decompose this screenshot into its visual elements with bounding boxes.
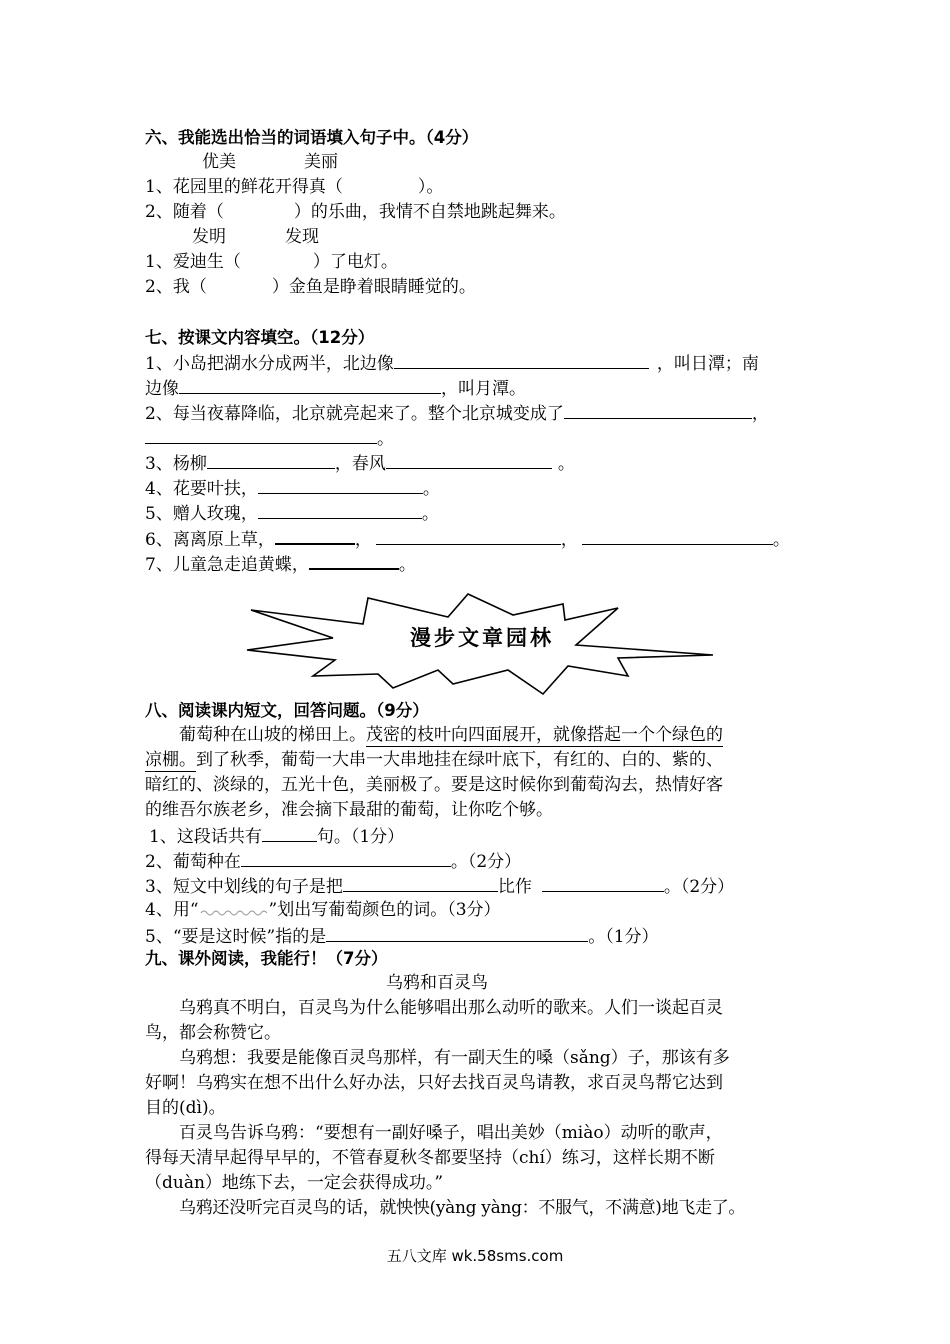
answer-blank[interactable] (564, 400, 752, 419)
question-text: 。（1分） (588, 927, 659, 947)
question-text: ）金鱼是睁着眼睛睡觉的。 (271, 277, 476, 297)
question-text: ）了电灯。 (312, 252, 398, 272)
wavy-underline-icon (199, 907, 269, 917)
question-text: 。 (421, 504, 439, 524)
answer-blank[interactable] (326, 923, 588, 942)
question-text: 5、赠人玫瑰， (145, 504, 258, 524)
question-7-6 (145, 525, 790, 553)
question-text: ，叫月潭。 (441, 379, 526, 399)
question-text: 1、爱迪生（ (145, 252, 241, 272)
answer-blank[interactable] (343, 873, 498, 892)
answer-blank[interactable] (145, 425, 377, 444)
question-text: ）的乐曲，我情不自禁地跳起舞来。 (293, 202, 566, 222)
section-6-title: 六、我能选出恰当的词语填入句子中。（4分） (145, 128, 479, 147)
answer-blank[interactable] (241, 848, 451, 867)
question-7-4 (145, 475, 440, 502)
question-text: 。 (422, 479, 440, 499)
question-7-2b (145, 425, 394, 452)
story-line: 乌鸦想：我要是能像百灵鸟那样，有一副天生的嗓（sǎng）子，那该有多 (179, 1048, 730, 1068)
answer-blank[interactable] (394, 350, 649, 369)
question-7-1b (145, 375, 526, 402)
question-text: 。（2分） (663, 877, 735, 897)
question-7-3 (145, 450, 575, 477)
question-text: ， (560, 530, 578, 550)
question-text: 3、短文中划线的句子是把 (145, 877, 343, 897)
underlined-sentence: 茂密的枝叶向四面展开，就像搭起一个个绿色的 (366, 725, 723, 745)
question-text: 3、杨柳 (145, 454, 207, 474)
question-text: 。（2分） (450, 852, 522, 872)
story-line: 鸟，都会称赞它。 (145, 1023, 281, 1043)
answer-blank[interactable] (207, 450, 335, 469)
story-line: 得每天清早起得早早的，不管春夏秋冬都要坚持（chí）练习，这样长期不断 (145, 1148, 715, 1168)
question-text: 2、每当夜幕降临，北京就亮起来了。整个北京城变成了 (145, 404, 564, 424)
story-title: 乌鸦和百灵鸟 (386, 973, 488, 993)
question-8-3 (145, 873, 734, 900)
question-text: ”划出写葡萄颜色的词。（3分） (268, 900, 501, 920)
question-6-3 (145, 250, 398, 275)
answer-blank[interactable] (258, 500, 422, 519)
section-7-title: 七、按课文内容填空。（12分） (145, 328, 375, 347)
question-text: ，春风 (334, 454, 386, 474)
question-text: ，叫日潭；南 (656, 354, 759, 374)
answer-blank[interactable] (258, 475, 423, 494)
word-option: 美丽 (304, 152, 338, 172)
story-line: 百灵鸟告诉乌鸦：“要想有一副好嗓子，唱出美妙（miào）动听的歌声， (179, 1123, 723, 1143)
answer-blank[interactable] (179, 375, 441, 394)
answer-blank[interactable] (275, 525, 355, 545)
question-7-7 (145, 550, 416, 578)
question-text: 6、离离原上草， (145, 530, 275, 550)
question-text: 。 (398, 555, 416, 575)
word-option: 发明 (192, 227, 226, 247)
story-line: 乌鸦真不明白，百灵鸟为什么能够唱出那么动听的歌来。人们一谈起百灵 (179, 998, 723, 1018)
question-text: 1、小岛把湖水分成两半，北边像 (145, 354, 394, 374)
word-choice-row-2 (145, 225, 319, 250)
passage-line: 的维吾尔族老乡，准会摘下最甜的葡萄，让你吃个够。 (145, 800, 553, 820)
banner-title: 漫步文章园林 (410, 626, 554, 650)
question-8-4 (145, 898, 501, 923)
story-line: 好啊！乌鸦实在想不出什么好办法，只好去找百灵鸟请教，求百灵鸟帮它达到 (145, 1073, 723, 1093)
question-8-2 (145, 848, 521, 875)
question-text: 1、这段话共有 (149, 827, 262, 847)
word-option: 优美 (202, 152, 236, 172)
footer-watermark: 五八文库 wk.58sms.com (386, 1247, 564, 1265)
question-7-2a (145, 400, 769, 427)
underlined-sentence: 凉棚。 (145, 750, 196, 770)
question-text: 边像 (145, 379, 179, 399)
question-6-2 (145, 200, 566, 225)
question-text: ， (751, 404, 769, 424)
question-7-1a (145, 350, 759, 377)
section-8-title: 八、阅读课内短文，回答问题。（9分） (145, 701, 429, 720)
passage-line: 暗红的、淡绿的，五光十色，美丽极了。要是这时候你到葡萄沟去，热情好客 (145, 775, 723, 795)
question-6-4 (145, 275, 476, 300)
question-text: 7、儿童急走追黄蝶， (145, 555, 309, 575)
question-text: 。 (377, 429, 394, 449)
answer-blank[interactable] (376, 526, 561, 545)
question-text: ）。 (417, 177, 444, 197)
question-text: 比作 (497, 877, 532, 897)
section-9-title: 九、课外阅读，我能行！（7分） (145, 949, 388, 968)
passage-line (145, 748, 723, 773)
question-text: 4、花要叶扶， (145, 479, 258, 499)
answer-blank[interactable] (309, 550, 399, 570)
passage-text: 到了秋季，葡萄一大串一大串地挂在绿叶底下，有红的、白的、紫的、 (196, 750, 723, 770)
question-text: 2、葡萄种在 (145, 852, 241, 872)
story-line: 乌鸦还没听完百灵鸟的话，就怏怏(yàng yàng：不服气，不满意)地飞走了。 (179, 1198, 746, 1218)
answer-blank[interactable] (262, 823, 317, 842)
question-text: 1、花园里的鲜花开得真（ (145, 177, 343, 197)
answer-blank[interactable] (582, 526, 773, 545)
story-line: （duàn）地练下去，一定会获得成功。” (145, 1173, 444, 1193)
word-option: 发现 (285, 227, 319, 247)
question-text: 句。（1分） (316, 827, 405, 847)
question-text: 。 (772, 530, 790, 550)
question-7-5 (145, 500, 439, 527)
passage-line (179, 723, 723, 748)
question-text: ， (354, 530, 372, 550)
question-text: 2、随着（ (145, 202, 224, 222)
answer-blank[interactable] (542, 873, 664, 892)
story-line: 目的(dì)。 (145, 1098, 226, 1118)
question-text: 2、我（ (145, 277, 207, 297)
question-text: 4、用“ (145, 900, 199, 920)
question-text: 5、“要是这时候”指的是 (145, 927, 327, 947)
passage-text: 葡萄种在山坡的梯田上。 (179, 725, 366, 745)
word-choice-row-1 (145, 150, 338, 175)
answer-blank[interactable] (386, 450, 552, 469)
question-text: 。 (557, 454, 575, 474)
question-6-1 (145, 175, 443, 200)
question-8-1 (149, 823, 404, 850)
